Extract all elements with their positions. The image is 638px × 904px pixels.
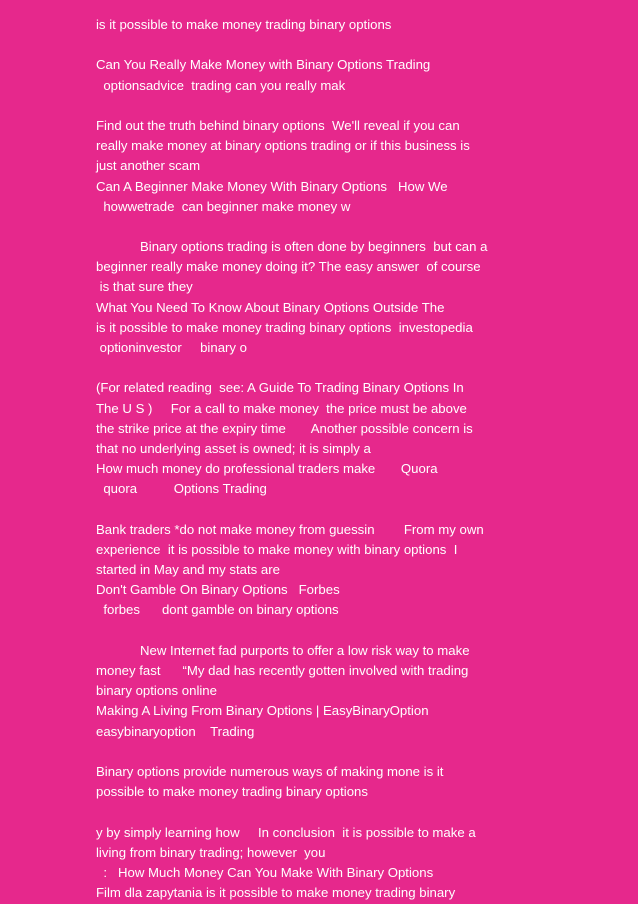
text-line: Can A Beginner Make Money With Binary Options How We <box>96 178 448 194</box>
text-line: howwetrade can beginner make money w <box>96 198 351 214</box>
text-line <box>96 358 616 378</box>
text-line <box>96 621 616 641</box>
text-line: easybinaryoption Trading <box>96 723 255 739</box>
text-line: forbes dont gamble on binary options <box>96 602 339 618</box>
text-line: possible to make money trading binary options <box>96 784 368 800</box>
text-line: just another scam <box>96 158 201 174</box>
text-line: is that sure they <box>96 279 193 295</box>
text-line: that no underlying asset is owned; it is simply a <box>96 440 371 456</box>
text-line: binary options online <box>96 683 217 699</box>
text-line: New Internet fad purports to offer a low risk way to make <box>96 642 470 658</box>
text-line: y by simply learning how In conclusion it is possible to make a <box>96 824 476 840</box>
text-line: is it possible to make money trading binary options investopedia <box>96 319 473 335</box>
text-line: What You Need To Know About Binary Options Outside The <box>96 299 445 315</box>
text-line: Making A Living From Binary Options | EasyBinaryOption <box>96 703 429 719</box>
text-line: Binary options provide numerous ways of making mone is it <box>96 763 444 779</box>
text-line: Film dla zapytania is it possible to make money trading binary <box>96 885 456 901</box>
text-line: The U S ) For a call to make money the price must be above <box>96 400 467 416</box>
document-body <box>96 15 616 903</box>
text-line: optionsadvice trading can you really mak <box>96 77 346 93</box>
text-line: quora Options Trading <box>96 481 267 497</box>
text-line: started in May and my stats are <box>96 562 280 578</box>
text-line: really make money at binary options trading or if this business is <box>96 138 470 154</box>
text-line <box>96 742 616 762</box>
text-line <box>96 96 616 116</box>
text-line: beginner really make money doing it? The easy answer of course <box>96 259 481 275</box>
text-line: : How Much Money Can You Make With Binary Options <box>96 864 434 880</box>
text-line: Find out the truth behind binary options We'll reveal if you can <box>96 117 460 133</box>
text-line: Bank traders *do not make money from guessin From my own <box>96 521 484 537</box>
text-line <box>96 35 616 55</box>
text-line: (For related reading see: A Guide To Trading Binary Options In <box>96 380 464 396</box>
text-line <box>96 500 616 520</box>
text-line: How much money do professional traders make Quora <box>96 461 438 477</box>
text-line: living from binary trading; however you <box>96 844 326 860</box>
text-line: the strike price at the expiry time Another possible concern is <box>96 420 473 436</box>
text-line: Don't Gamble On Binary Options Forbes <box>96 582 340 598</box>
text-line <box>96 802 616 822</box>
text-line: Binary options trading is often done by beginners but can a <box>96 239 488 255</box>
text-line: optioninvestor binary o <box>96 340 248 355</box>
text-line: is it possible to make money trading binary options <box>96 17 392 32</box>
text-line: experience it is possible to make money with binary options I <box>96 541 458 557</box>
text-line: money fast “My dad has recently gotten involved with trading <box>96 663 469 678</box>
text-line: Can You Really Make Money with Binary Options Trading <box>96 57 431 73</box>
text-line <box>96 217 616 237</box>
